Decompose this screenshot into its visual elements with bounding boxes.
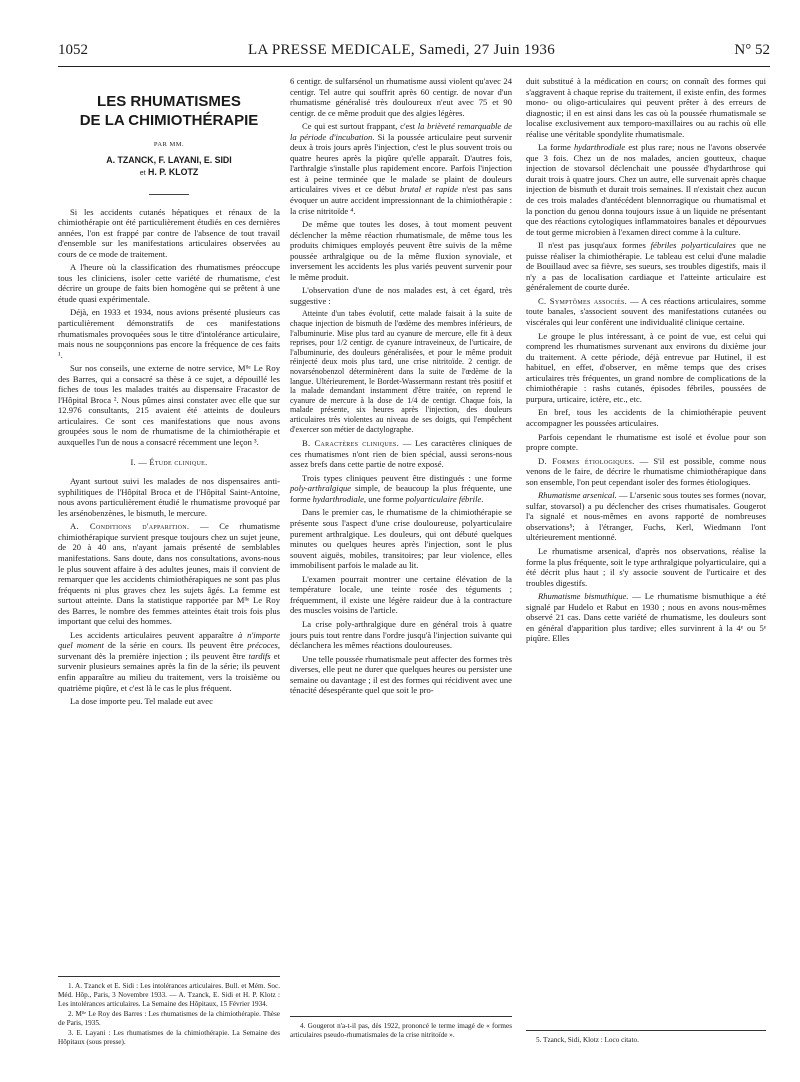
subsection-heading: Rhumatisme arsenical. xyxy=(538,490,617,501)
footnotes-col-3 xyxy=(526,1036,766,1046)
text-run: Trois types cliniques peuvent être distingués : une forme xyxy=(302,472,512,483)
text-run: Les accidents articulaires peuvent apparaître xyxy=(70,629,239,640)
paragraph-text: — Ce rhumatisme chimiothérapique survient presque toujours chez un sujet jeune, de 20 à 40 ans, n'ayant jamais présenté de semblables manifestations. Sans doute, dans nos consultations, avons-nous le plus souvent affaire à des adultes jeunes, mais il convient de remarquer que les accidents chimiothérapiques ne sont pas plus fréquents ni plus graves chez les sujets âgés. La femme est surtout atteinte. Dans la statistique rapportée par Mˡˡᵉ Le Roy des Barres, le nombre des femmes atteintes était trois fois plus important que celui des hommes. xyxy=(58,521,280,627)
case-quote xyxy=(290,309,512,434)
text-run: simple, de beaucoup la plus fréquente, une forme xyxy=(290,483,512,504)
text-run: , une forme xyxy=(363,493,406,504)
paragraph: Une telle poussée rhumatismale peut affecter des formes très diverses, elle peut ne durer que quelques heures ou persister une semaine ou davantage ; il est des formes qui récidivent avec une ténacité désespérante quel que soit le pro- xyxy=(290,653,512,696)
text-run: , survenant dès la première injection ; ils peuvent être xyxy=(58,640,281,661)
paragraph: duit substitué à la médication en cours; on connaît des formes qui s'aggravent à chaque reprise du traitement, il existe enfin, des formes mono- ou oligo-articulaires qui peuvent prêter à des erreurs de diagnostic; il en est ainsi dans les cas où la poussée rhumatismale se localise exclusivement aux temporo-maxillaires ou au rachis où elle réalise une véritable spondylite rhumatismale. xyxy=(526,76,766,139)
authors-et: et xyxy=(139,169,146,177)
text-run: que ne puisse réaliser la chimiothérapie. Le tableau est celui d'une maladie de Bouillaud avec sa fièvre, ses sueurs, ses troubles digestifs, mais il n'y a pas de localisation cardiaque et l'atteinte articulaire est généralement de courte durée. xyxy=(526,240,766,293)
paragraph: La crise poly-arthralgique dure en général trois à quatre jours puis tout rentre dans l'ordre jusqu'à l'injection suivante qui déclanchera les mêmes réactions douloureuses. xyxy=(290,618,512,651)
paragraph: Si les accidents cutanés hépatiques et rénaux de la chimiothérapie ont été particulièrement étudiés en ces dernières années, l'on est frappé par contre de l'absence de tout travail d'ensemble sur les manifestations articulaires observées au cours de ce mode de traitement. xyxy=(58,206,280,259)
footnote: 3. E. Layani : Les rhumatismes de la chimiothérapie. La Semaine des Hôpitaux (sous presse). xyxy=(58,1029,280,1046)
paragraph xyxy=(526,296,766,328)
authors-line-2: H. P. KLOTZ xyxy=(148,166,199,177)
column-3 xyxy=(526,76,766,647)
emphasis: à n'importe quel moment xyxy=(58,629,280,651)
paragraph: A l'heure où la classification des rhumatismes préoccupe tous les cliniciens, isoler cette variété de rhumatisme, c'est décrire un groupe de faits bien homogène qui se prêtent à une étude quasi expérimentale. xyxy=(58,262,280,304)
paragraph: En bref, tous les accidents de la chimiothérapie peuvent accompagner les poussées articulaires. xyxy=(526,407,766,428)
footnote: 5. Tzanck, Sidi, Klotz : Loco citato. xyxy=(536,1036,639,1044)
paragraph xyxy=(290,438,512,470)
paragraph-text: — A ces réactions articulaires, somme toute banales, s'associent souvent des manifestations cutanées ou viscérales qui leur confèrent une individualité clinique certaine. xyxy=(526,295,766,328)
footnote-rule-1 xyxy=(58,976,280,977)
subsection-heading: Rhumatisme bismuthique. xyxy=(538,591,629,602)
paragraph: Parfois cependant le rhumatisme est isolé et évolue pour son propre compte. xyxy=(526,431,766,453)
paragraph: Le rhumatisme arsenical, d'après nos observations, réalise la forme la plus fréquente, soit le type arthralgique polyarticulaire, qui a été décrit plus haut ; il s'y associe souvent de l'urticaire et des troubles digestifs. xyxy=(526,545,766,588)
paragraph: La dose importe peu. Tel malade eut avec xyxy=(70,696,213,707)
paragraph: Sur nos conseils, une externe de notre service, Mˡˡᵉ Le Roy des Barres, qui a consacré sa thèse à ce sujet, a dépouillé les fiches de tous les malades traités au dispensaire Fracastor de l'Hôpital Broca ². Nous pûmes ainsi constater avec elle que sur 12.976 consultants, 215 avaient été atteints de douleurs articulaires. Ce sont ces manifestations que nous avons groupées sous le nom de rhumatisme de la chimiothérapie et auxquelles l'un de nous a consacré récemment une leçon ³. xyxy=(58,363,280,448)
emphasis: hydarthrodiale xyxy=(312,493,364,504)
paragraph: Ayant surtout suivi les malades de nos dispensaires anti-syphilitiques de l'Hôpital Broca et de l'Hôpital Saint-Antoine, nous avons particulièrement étudié le rhumatisme provoqué par les arsénobenzènes, le bismuth, le mercure. xyxy=(58,476,280,518)
running-header xyxy=(58,42,770,64)
paragraph xyxy=(58,630,280,693)
header-rule xyxy=(58,66,770,67)
title-divider xyxy=(149,194,189,195)
byline-par: PAR MM. xyxy=(153,141,185,148)
text-run: et survenir plusieurs semaines après la fin de la série; ils peuvent enfin apparaître au milieu du traitement, vers la troisième ou quatrième piqûre, et c'est là le cas le plus fréquent. xyxy=(58,650,280,693)
text-run: . xyxy=(481,493,484,504)
footnote: 2. Mˡˡᵉ Le Roy des Barres : Les rhumatismes de la chimiothérapie. Thèse de Paris, 1935. xyxy=(58,1010,280,1027)
paragraph: 6 centigr. de sulfarsénol un rhumatisme aussi violent qu'avec 24 centigr. Tel autre qui souffrit après 60 centigr. de novar d'un rhumatisme généralisé très douloureux n'eut avec 75 et 90 centigr. de ce même produit que des algies légères. xyxy=(290,76,512,118)
paragraph: Dans le premier cas, le rhumatisme de la chimiothérapie se présente sous l'aspect d'une crise douloureuse, polyarticulaire purement arthralgique. Les douleurs, qui ont débuté quelques minutes ou quelques heures après l'injection, sont le plus souvent aiguës, mobiles, transitoires; par leur violence, elles immobilisent parfois le malade au lit. xyxy=(290,507,512,571)
journal-title: LA PRESSE MEDICALE, Samedi, 27 Juin 1936 xyxy=(248,42,556,58)
section-heading: I. — Étude clinique. xyxy=(130,457,208,467)
title-line-2: DE LA CHIMIOTHÉRAPIE xyxy=(79,112,259,129)
column-2 xyxy=(290,76,512,699)
footnote: 4. Gougerot n'a-t-il pas, dès 1922, prononcé le terme imagé de « formes articulaires pseudo-rhumatismales de la crise nitritoïde ». xyxy=(290,1022,512,1039)
authors xyxy=(58,154,280,180)
footnote-rule-2 xyxy=(290,1016,512,1017)
authors-line-1: A. TZANCK, F. LAYANI, E. SIDI xyxy=(106,154,232,165)
subsection-heading: D. Formes étiologiques. xyxy=(538,455,635,466)
paragraph: De même que toutes les doses, à tout moment peuvent déclencher la même réaction rhumatismale, de même tous les produits chimiques employés peuvent être suivis de la même poussée arthralgique ou de la même fluxion synoviale, et inversement les accidents les plus variés peuvent survenir pour le même produit. xyxy=(290,219,512,282)
subsection-heading: B. Caractères cliniques. xyxy=(302,438,400,449)
paragraph xyxy=(58,521,280,626)
emphasis: fébriles polyarticulaires xyxy=(650,240,736,251)
text-run: est plus rare; nous ne l'avons observée que 3 fois. Chez un de nos malades, ancien goutteux, chaque injection de stovarsol déclenchait une poussée d'hydarthrose qui durait trois à quatre jours. Chez un autre, elle survenait après chaque injection de bismuth et durait trois semaines. Il n'existait chez aucun de ces trois malades d'antécédent blennorragique ou rhumatismal et la ponction du genou donna toujours issue à un liquide ne présentant que des réactions cytologiques inflammatoires banales et dépourvues de tout germe microbien à l'examen direct comme à la culture. xyxy=(526,142,766,237)
paragraph xyxy=(526,456,766,488)
text-run: Il n'est pas jusqu'aux formes xyxy=(538,240,651,251)
text-run: . Si la poussée articulaire peut survenir deux à trois jours après l'injection, c'est le plus souvent trois ou quatre heures après la piqûre qu'elle apparaît. D'autres fois, l'arthralgie s'installe plus rapidement encore. Parfois l'injection est à peine terminée que le malade se plaint de douleurs articulaires vives et ce début xyxy=(290,131,512,195)
subsection-heading: A. Conditions d'apparition. xyxy=(70,521,190,532)
emphasis: brutal et rapide xyxy=(399,184,458,195)
text-run: de la série en cours. Ils peuvent être xyxy=(103,640,248,651)
footnote: 1. A. Tzanck et E. Sidi : Les intolérances articulaires. Bull. et Mém. Soc. Méd. Hôp., Paris, 3 Novembre 1933. — A. Tzanck, E. Sidi et H. P. Klotz : Les intolérances articulaires. La Semaine des Hôpitaux, 15 Février 1934. xyxy=(58,982,280,1008)
issue-number: N° 52 xyxy=(734,42,770,58)
paragraph: Déjà, en 1933 et 1934, nous avions présenté plusieurs cas particulièrement démonstratifs de ces manifestations rhumatismales provoquées sous le titre d'intolérance articulaire, mais nous ne soupçonnions pas encore la fréquence de ces faits ¹. xyxy=(58,307,280,360)
footnote-rule-3 xyxy=(526,1030,766,1031)
paragraph xyxy=(290,121,512,216)
paragraph xyxy=(526,240,766,293)
paragraph: L'observation d'une de nos malades est, à cet égard, très suggestive : xyxy=(290,285,512,306)
paragraph-text: — Les caractères cliniques de ces rhumatismes n'ont rien de bien spécial, aussi serons-nous assez brefs dans cette partie de notre exposé. xyxy=(290,438,512,470)
quote-paragraph: Atteinte d'un tabes évolutif, cette malade faisait à la suite de chaque injection de bismuth de l'œdème des membres inférieurs, de l'albuminurie. Mise plus tard au cyanure de mercure, elle fit à deux reprises, pour 1/2 centigr. de cyanure intraveineux, de l'urticaire, de l'albuminurie, des douleurs généralisées, et pour le même produit réinjecté deux mois plus tard, une crise nitritoïde. 2 centigr. de novarsénobenzol déterminèrent dans la suite de l'œdème de la langue. Ultérieurement, le Bordet-Wassermann restant très positif et la malade demandant instamment d'être traitée, on reprend le cyanure de mercure à la dose de 1/4 de centigr. Chaque fois, la malade présente, six heures après l'injection, des douleurs articulaires très violentes au niveau de ses doigts, qui l'empêchent d'exercer son métier de dactylographe. xyxy=(290,309,512,434)
emphasis: la brièveté remarquable de la période d'incubation xyxy=(290,121,512,142)
emphasis: tardifs xyxy=(248,650,271,661)
title-line-1: LES RHUMATISMES xyxy=(97,93,241,110)
text-run: n'est pas sans évoquer un autre accident impressionnant de la chimiothérapie : la crise nitritoïde ⁴. xyxy=(290,184,513,216)
subsection-heading: C. Symptômes associés. xyxy=(538,295,628,306)
paragraph-text: — Le rhumatisme bismuthique a été signalé par Hudelo et Rabut en 1930 ; nous en avons nous-mêmes observé 21 cas. Dans cette variété de rhumatisme, les douleurs sont en général d'apparition plus tardive; elles survinrent à la 4ᵉ ou 5ᵉ piqûre. Elles xyxy=(526,591,766,644)
paragraph: L'examen pourrait montrer une certaine élévation de la température locale, une teinte rosée des téguments ; fréquemment, il existe une légère raideur due à la contracture des muscles voisins de l'article. xyxy=(290,573,512,616)
paragraph xyxy=(526,591,766,644)
emphasis: hydarthrodiale xyxy=(573,142,626,153)
article-title xyxy=(58,92,280,130)
paragraph xyxy=(290,473,512,505)
text-run: Ce qui est surtout frappant, c'est xyxy=(302,121,418,132)
paragraph-text: — S'il est possible, comme nous venons de le faire, de décrire le rhumatisme chimiothérapique dans son ensemble, l'on peut cependant isoler des formes étiologiques. xyxy=(526,455,767,487)
emphasis: poly-arthralgique xyxy=(290,483,352,494)
footnotes-col-1 xyxy=(58,982,280,1048)
paragraph xyxy=(526,142,766,237)
emphasis: polyarticulaire fébrile xyxy=(405,493,482,504)
paragraph-text: — L'arsenic sous toutes ses formes (novar, sulfar, stovarsol) a pu déclencher des crises rhumatisales. Gougerot l'a signalé et nous-mêmes en avons rapporté de nombreuses observations⁵; à l'étranger, Fuchs, Kerl, Wiedmann l'ont ultérieurement mentionné. xyxy=(526,490,766,543)
page-number: 1052 xyxy=(58,42,88,58)
paragraph xyxy=(526,490,766,543)
footnotes-col-2 xyxy=(290,1022,512,1041)
column-1 xyxy=(58,76,280,710)
text-run: La forme xyxy=(538,142,574,153)
emphasis: précoces xyxy=(247,640,278,651)
paragraph: Le groupe le plus intéressant, à ce point de vue, est celui qui comprend les rhumatismes survenant aux environs du dixième jour du traitement. A cette période, déjà entrevue par Hutinel, il est habituel, en effet, d'observer, en même temps que des crises articulaires très fréquentes, un grand nombre de complications de la chimiothérapie : rashs cutanés, épisodes fébriles, poussées de purpura, urticaire, ictère, etc., etc. xyxy=(526,330,766,404)
